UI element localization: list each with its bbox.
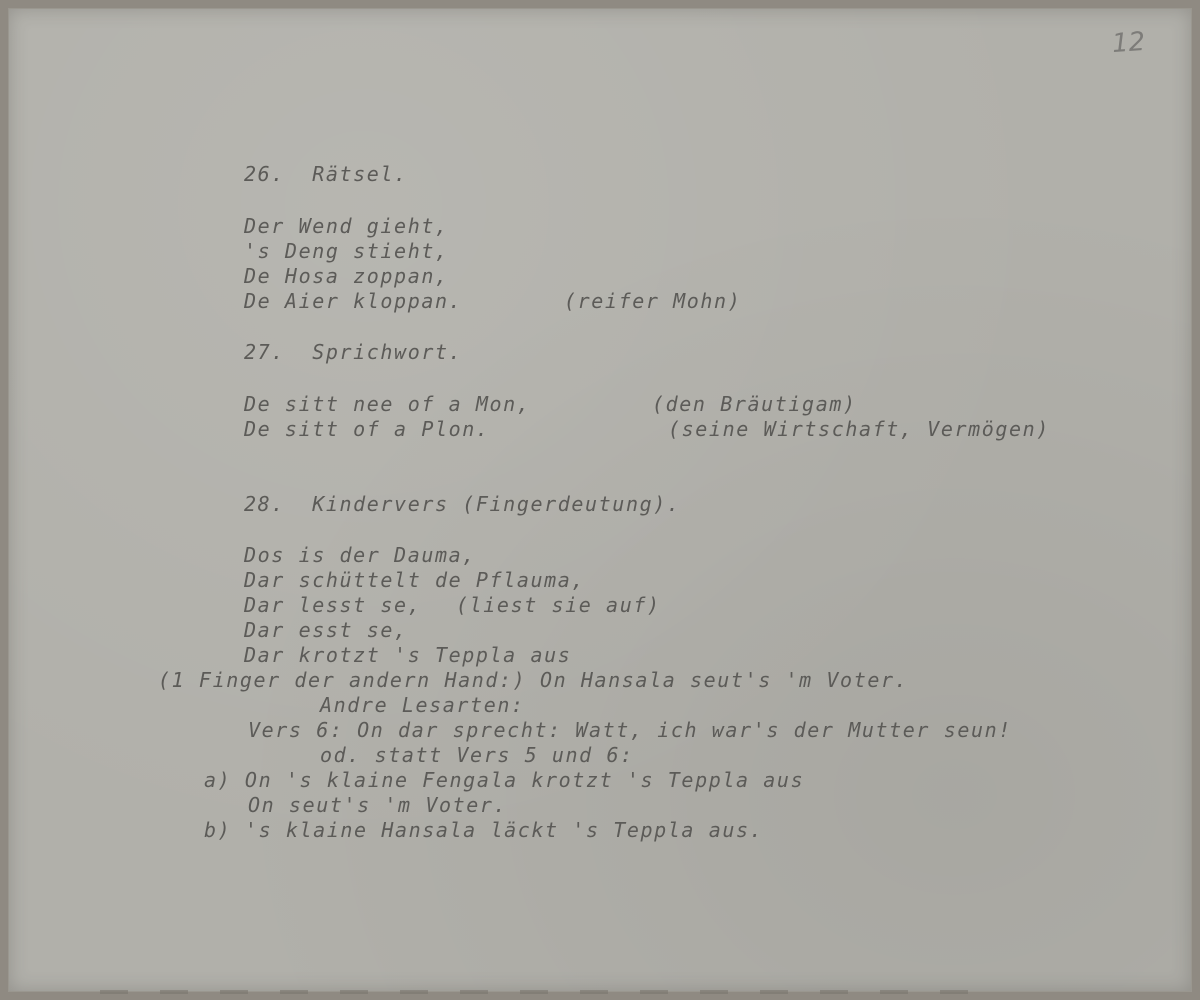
verse-line: Dar krotzt 's Teppla aus [244, 643, 572, 667]
variant-line: od. statt Vers 5 und 6: [320, 743, 634, 767]
section-heading-26: 26. Rätsel. [244, 162, 408, 186]
verse-line: Dos is der Dauma, [244, 543, 476, 567]
verse-line: De sitt nee of a Mon, [244, 392, 531, 416]
variant-line: a) On 's klaine Fengala krotzt 's Teppla aus [204, 768, 805, 792]
verse-line: Dar esst se, [244, 618, 408, 642]
verse-line: De sitt of a Plon. [244, 417, 490, 441]
verse-line: Der Wend gieht, [244, 214, 449, 238]
verse-line: Dar lesst se, [244, 593, 422, 617]
gloss-note: (seine Wirtschaft, Vermögen) [668, 417, 1050, 441]
gloss-note: (liest sie auf) [456, 593, 661, 617]
gloss-note: (den Bräutigam) [652, 392, 857, 416]
verse-line: De Aier kloppan. [244, 289, 463, 313]
verse-line: Dar schüttelt de Pflauma, [244, 568, 586, 592]
page-edge-decoration [100, 990, 1000, 994]
verse-line: 's Deng stieht, [244, 239, 449, 263]
variants-label: Andre Lesarten: [320, 693, 525, 717]
riddle-answer: (reifer Mohn) [564, 289, 742, 313]
variant-line: b) 's klaine Hansala läckt 's Teppla aus. [204, 818, 764, 842]
page-number: 12 [1110, 26, 1147, 60]
verse-line: De Hosa zoppan, [244, 264, 449, 288]
variant-line: On seut's 'm Voter. [248, 793, 508, 817]
section-heading-28: 28. Kindervers (Fingerdeutung). [244, 492, 681, 516]
verse-line: (1 Finger der andern Hand:) On Hansala seut's 'm Voter. [158, 668, 909, 692]
section-heading-27: 27. Sprichwort. [244, 340, 463, 364]
variant-line: Vers 6: On dar sprecht: Watt, ich war's der Mutter seun! [248, 718, 1012, 742]
